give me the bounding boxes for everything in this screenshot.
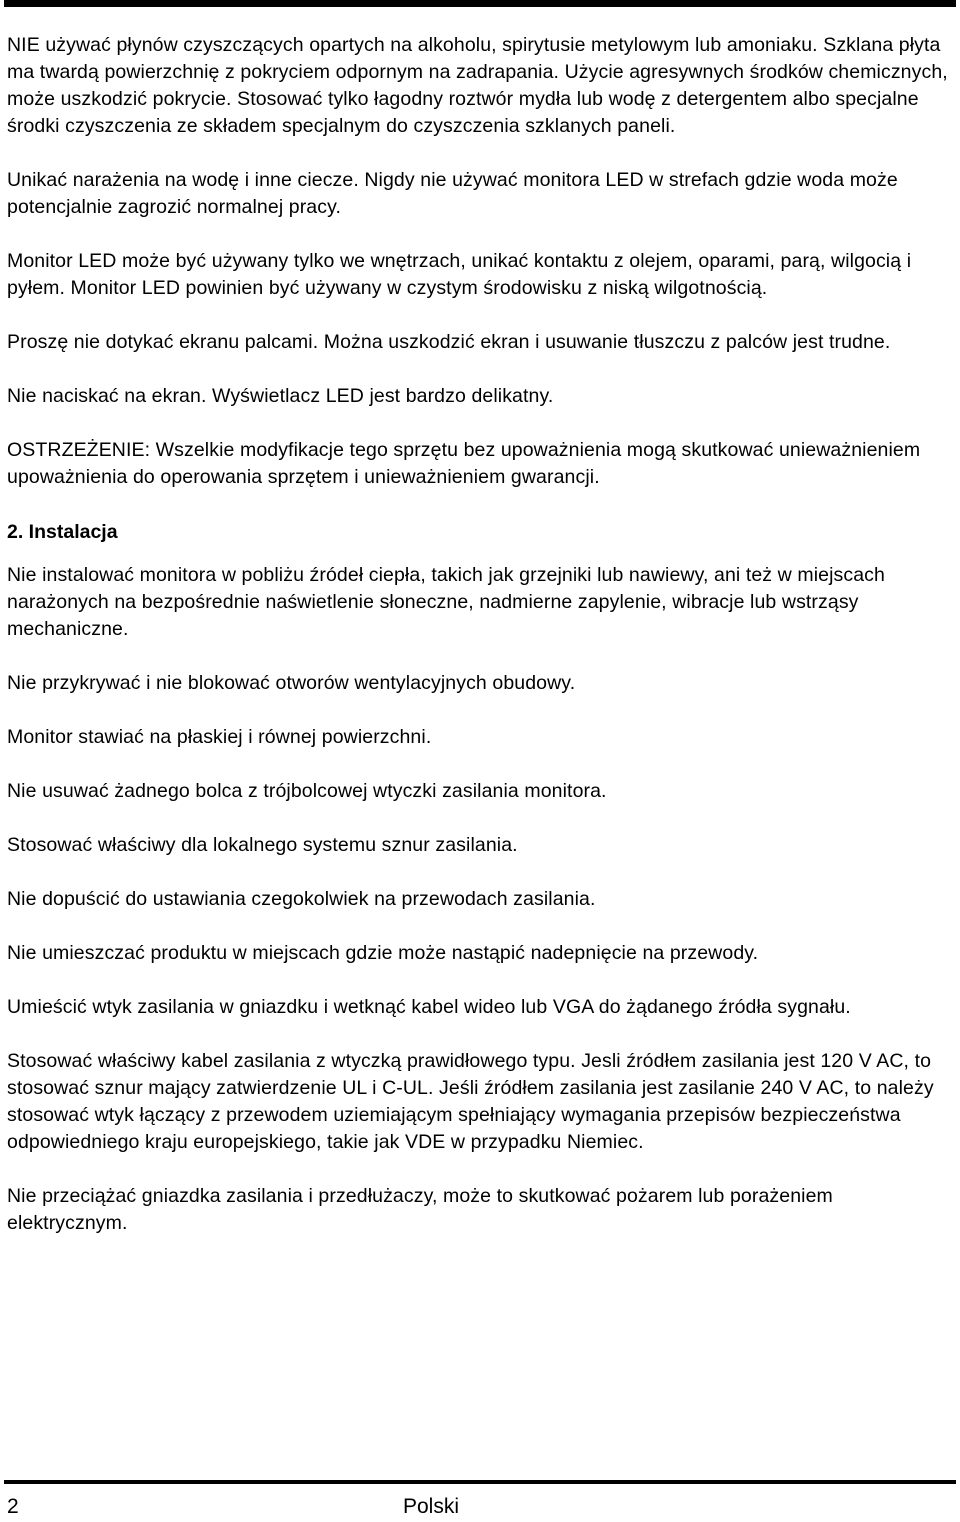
paragraph-plug-pins: Nie usuwać żadnego bolca z trójbolcowej wtyczki zasilania monitora. <box>7 780 607 802</box>
paragraph-plug-in: Umieścić wtyk zasilania w gniazdku i wetknąć kabel wideo lub VGA do żądanego źródła sygnału. <box>7 996 851 1018</box>
paragraph-indoor-use: Monitor LED może być używany tylko we wnętrzach, unikać kontaktu z olejem, oparami, parą, wilgocią i pyłem. Monitor LED powinien być używany w czystym środowisku z niską wilgotnością. <box>7 250 912 299</box>
paragraph-cables-objects: Nie dopuścić do ustawiania czegokolwiek na przewodach zasilania. <box>7 888 596 910</box>
paragraph-heat-sources: Nie instalować monitora w pobliżu źródeł ciepła, takich jak grzejniki lub nawiewy, ani też w miejscach narażonych na bezpośrednie naświetlenie słoneczne, nadmierne zapylenie, wibracje lub wstrząsy mechaniczne. <box>7 564 885 640</box>
paragraph-cleaning: NIE używać płynów czyszczących opartych na alkoholu, spirytusie metylowym lub amoniaku. Szklana płyta ma twardą powierzchnię z pokryciem odpornym na zadrapania. Użycie agresywnych środków chemicznych, może uszkodzić pokrycie. Stosować tylko łagodny roztwór mydła lub wodę z detergentem albo specjalne środki czyszczenia ze składem specjalnym do czyszczenia szklanych paneli. <box>7 34 948 137</box>
paragraph-warning: OSTRZEŻENIE: Wszelkie modyfikacje tego sprzętu bez upoważnienia mogą skutkować unieważnieniem upoważnienia do operowania sprzętem i unieważnieniem gwarancji. <box>7 439 921 488</box>
top-rule <box>4 0 956 7</box>
footer-language: Polski <box>403 1495 460 1518</box>
paragraph-flat-surface: Monitor stawiać na płaskiej i równej powierzchni. <box>7 726 432 748</box>
page-number: 2 <box>7 1495 19 1518</box>
paragraph-power-cable-type: Stosować właściwy kabel zasilania z wtyczką prawidłowego typu. Jesli źródłem zasilania jest 120 V AC, to stosować sznur mający zatwierdzenie UL i C-UL. Jeśli źródłem zasilania jest zasilanie 240 V AC, to należy stosować wtyk łączący z przewodem uziemiającym spełniający wymagania przepisów bezpieczeństwa odpowiedniego kraju europejskiego, takie jak VDE w przypadku Niemiec. <box>7 1050 934 1153</box>
paragraph-ventilation: Nie przykrywać i nie blokować otworów wentylacyjnych obudowy. <box>7 672 576 694</box>
paragraph-overload: Nie przeciążać gniazdka zasilania i przedłużaczy, może to skutkować pożarem lub porażeniem elektrycznym. <box>7 1185 833 1234</box>
paragraph-power-cord: Stosować właściwy dla lokalnego systemu sznur zasilania. <box>7 834 518 856</box>
section-heading-installation: 2. Instalacja <box>7 521 118 543</box>
document-body <box>7 32 952 1237</box>
paragraph-step-on-cables: Nie umieszczać produktu w miejscach gdzie może nastąpić nadepnięcie na przewody. <box>7 942 759 964</box>
footer-rule <box>4 1480 956 1484</box>
paragraph-touch-screen: Proszę nie dotykać ekranu palcami. Można uszkodzić ekran i usuwanie tłuszczu z palców jest trudne. <box>7 331 891 353</box>
paragraph-press-screen: Nie naciskać na ekran. Wyświetlacz LED jest bardzo delikatny. <box>7 385 554 407</box>
paragraph-liquids: Unikać narażenia na wodę i inne ciecze. Nigdy nie używać monitora LED w strefach gdzie woda może potencjalnie zagrozić normalnej pracy. <box>7 169 898 218</box>
